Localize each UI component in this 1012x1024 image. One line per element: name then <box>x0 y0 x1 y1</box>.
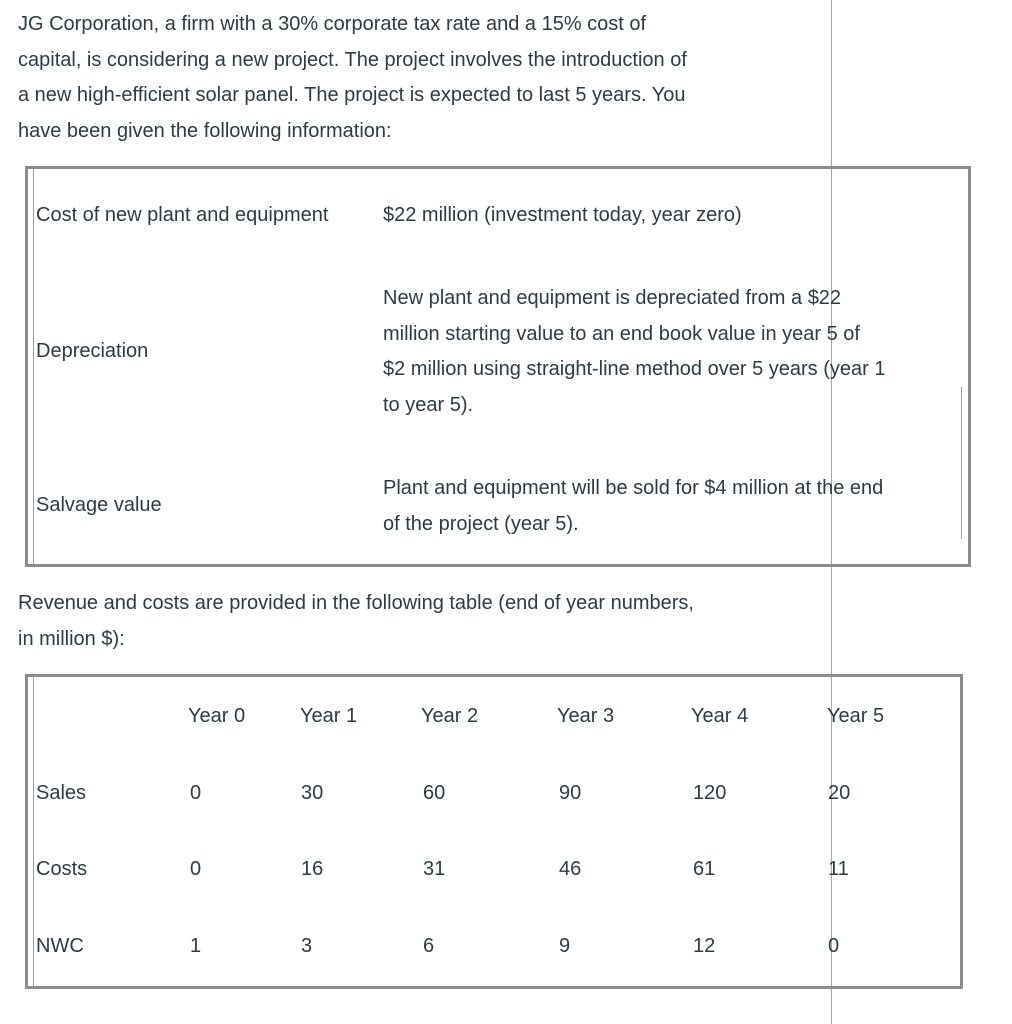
table-cell: 3 <box>301 935 313 957</box>
intro-line: JG Corporation, a firm with a 30% corporate tax rate and a 15% cost of <box>18 13 647 35</box>
table-cell: 60 <box>423 782 446 804</box>
row-label-depreciation: Depreciation <box>36 340 149 362</box>
row-value-depreciation <box>383 281 885 423</box>
table-cell: 9 <box>559 935 571 957</box>
table-cell: 30 <box>301 782 324 804</box>
header-year-0: Year 0 <box>188 705 246 727</box>
revenue-cost-table <box>25 674 963 989</box>
table-cell: 20 <box>828 782 851 804</box>
row-label-cost: Cost of new plant and equipment <box>36 204 329 226</box>
revenue-intro-line: in million $): <box>18 627 125 650</box>
header-year-1: Year 1 <box>300 705 358 727</box>
table-cell: 90 <box>559 782 582 804</box>
intro-line: capital, is considering a new project. The project involves the introduction of <box>18 48 687 71</box>
header-year-5: Year 5 <box>827 705 885 727</box>
table-cell: 120 <box>693 782 727 804</box>
row-label-salvage: Salvage value <box>36 494 162 516</box>
row-label-nwc: NWC <box>36 935 84 957</box>
table-cell: 31 <box>423 858 446 880</box>
row-label-sales: Sales <box>36 782 87 804</box>
intro-line: have been given the following information: <box>18 119 392 142</box>
value-line: of the project (year 5). <box>383 512 579 535</box>
row-label-costs: Costs <box>36 858 88 880</box>
table-cell: 61 <box>693 858 716 880</box>
revenue-intro-paragraph <box>18 586 808 657</box>
value-line: to year 5). <box>383 393 474 416</box>
header-year-4: Year 4 <box>691 705 749 727</box>
value-line: $2 million using straight-line method over 5 years (year 1 <box>383 358 886 380</box>
table-inner-border <box>33 677 34 986</box>
table-inner-border <box>961 387 962 539</box>
table-cell: 11 <box>828 858 849 880</box>
header-year-3: Year 3 <box>557 705 615 727</box>
value-line: million starting value to an end book value in year 5 of <box>383 322 860 345</box>
table-cell: 0 <box>190 858 202 880</box>
table-cell: 46 <box>559 858 582 880</box>
header-year-2: Year 2 <box>421 705 479 727</box>
table-cell: 0 <box>190 782 202 804</box>
value-line: New plant and equipment is depreciated from a $22 <box>383 287 842 309</box>
row-value-cost <box>383 198 742 234</box>
table-cell: 0 <box>828 935 840 957</box>
table-cell: 1 <box>190 935 202 957</box>
row-value-salvage <box>383 471 883 542</box>
table-cell: 12 <box>693 935 716 957</box>
intro-paragraph <box>18 7 818 149</box>
revenue-intro-line: Revenue and costs are provided in the following table (end of year numbers, <box>18 592 694 614</box>
value-line: Plant and equipment will be sold for $4 million at the end <box>383 477 884 499</box>
table-cell: 6 <box>423 935 435 957</box>
value-line: $22 million (investment today, year zero) <box>383 204 742 226</box>
intro-line: a new high-efficient solar panel. The project is expected to last 5 years. You <box>18 84 686 106</box>
project-info-table <box>25 166 971 567</box>
table-cell: 16 <box>301 858 324 880</box>
table-inner-border <box>33 169 34 564</box>
